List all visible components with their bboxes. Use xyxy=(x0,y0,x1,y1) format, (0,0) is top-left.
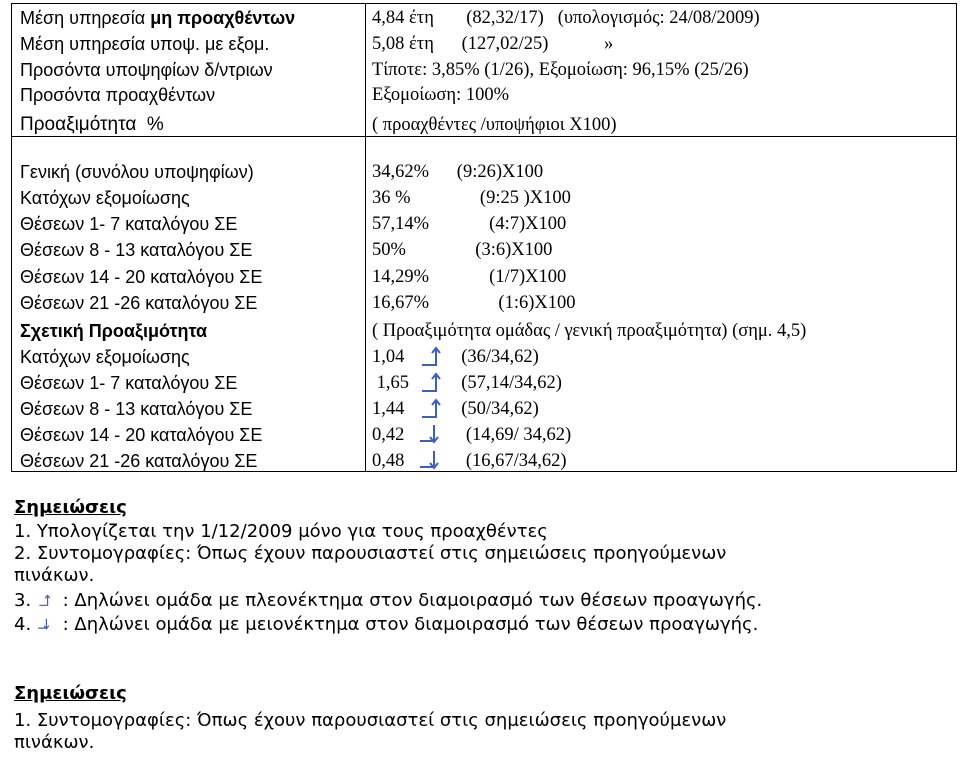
row-label-text: Προσόντα υποψηφίων δ/ντριων xyxy=(20,60,273,80)
note-item xyxy=(14,589,762,612)
note-item: 2. Συντομογραφίες: Όπως έχουν παρουσιαστεί στις σημειώσεις προηγούμενων xyxy=(14,543,727,564)
row-label: Θέσεων 21 -26 καταλόγου ΣΕ xyxy=(20,293,258,313)
row-label xyxy=(20,5,295,31)
row-label-text: Μέση υπηρεσία xyxy=(20,8,151,28)
note-text: : Δηλώνει ομάδα με μειονέκτημα στον διαμοιρασμό των θέσεων προαγωγής. xyxy=(56,614,759,635)
row-label-text: Μέση υπηρεσία υποψ. με εξομ. xyxy=(20,34,270,54)
note-item: πινάκων. xyxy=(14,732,95,753)
row-label xyxy=(20,112,164,138)
row-value xyxy=(372,396,539,422)
ratio-value: 0,48 xyxy=(372,451,405,471)
note-item: 1. Συντομογραφίες: Όπως έχουν παρουσιαστεί στις σημειώσεις προηγούμενων xyxy=(14,710,727,731)
ratio-value: 1,44 xyxy=(372,399,405,419)
ratio-calc: (50/34,62) xyxy=(452,399,539,419)
row-label-emphasis: μη προαχθέντων xyxy=(150,8,296,28)
ratio-value: 1,04 xyxy=(372,347,405,367)
note-item xyxy=(14,613,758,636)
row-label: Θέσεων 8 - 13 καταλόγου ΣΕ xyxy=(20,240,253,260)
row-label: Κατόχων εξομοίωσης xyxy=(20,347,190,367)
arrow-up-icon xyxy=(418,397,452,419)
row-label xyxy=(20,82,215,108)
column-divider xyxy=(365,4,366,471)
arrow-down-icon xyxy=(37,613,57,635)
row-value: Τίποτε: 3,85% (1/26), Εξομοίωση: 96,15% (25/26) xyxy=(372,60,749,80)
row-value xyxy=(372,448,567,474)
note-text: : Δηλώνει ομάδα με πλεονέκτημα στον διαμοιρασμό των θέσεων προαγωγής. xyxy=(56,590,763,611)
row-label: Θέσεων 1- 7 καταλόγου ΣΕ xyxy=(20,373,238,393)
notes-heading: Σημειώσεις xyxy=(14,683,127,704)
row-label xyxy=(20,57,273,83)
row-value: 57,14% (4:7)Χ100 xyxy=(372,214,567,234)
note-prefix: 3. xyxy=(14,590,37,611)
row-value: 16,67% (1:6)Χ100 xyxy=(372,293,576,313)
row-value xyxy=(372,422,571,448)
row-label: Θέσεων 8 - 13 καταλόγου ΣΕ xyxy=(20,399,253,419)
arrow-up-icon xyxy=(418,345,452,367)
statistics-table xyxy=(11,3,957,472)
row-value: 4,84 έτη (82,32/17) (υπολογισμός: 24/08/2009) xyxy=(372,8,760,28)
row-label-text: Προσόντα προαχθέντων xyxy=(20,85,216,105)
row-label: Γενική (συνόλου υποψηφίων) xyxy=(20,162,254,182)
row-label: Θέσεων 1- 7 καταλόγου ΣΕ xyxy=(20,214,238,234)
row-label: Θέσεων 21 -26 καταλόγου ΣΕ xyxy=(20,451,258,471)
ratio-calc: (36/34,62) xyxy=(452,347,539,367)
row-value: 14,29% (1/7)Χ100 xyxy=(372,267,567,287)
arrow-down-icon xyxy=(418,449,452,471)
section-heading-value: ( Προαξιμότητα ομάδας / γενική προαξιμότητα) (σημ. 4,5) xyxy=(372,321,807,341)
row-value: 50% (3:6)Χ100 xyxy=(372,240,553,260)
ratio-value: 1,65 xyxy=(372,373,409,393)
arrow-up-icon xyxy=(37,589,57,611)
ratio-calc: (16,67/34,62) xyxy=(452,451,567,471)
note-item: 1. Υπολογίζεται την 1/12/2009 μόνο για τους προαχθέντες xyxy=(14,521,548,542)
row-label xyxy=(20,31,269,57)
arrow-up-icon xyxy=(418,371,452,393)
row-value xyxy=(372,370,562,396)
note-item: πινάκων. xyxy=(14,565,95,586)
note-prefix: 4. xyxy=(14,614,37,635)
row-value xyxy=(372,344,539,370)
row-label: Θέσεων 14 - 20 καταλόγου ΣΕ xyxy=(20,425,263,445)
arrow-down-icon xyxy=(418,423,452,445)
row-value: 34,62% (9:26)Χ100 xyxy=(372,162,544,182)
section-heading: Σχετική Προαξιμότητα xyxy=(20,321,208,341)
ratio-value: 0,42 xyxy=(372,425,405,445)
row-value: ( προαχθέντες /υποψήφιοι Χ100) xyxy=(372,115,617,135)
row-label: Κατόχων εξομοίωσης xyxy=(20,188,190,208)
row-value: 5,08 έτη (127,02/25) » xyxy=(372,34,614,54)
row-label: Θέσεων 14 - 20 καταλόγου ΣΕ xyxy=(20,267,263,287)
ratio-calc: (57,14/34,62) xyxy=(452,373,562,393)
row-label-text: Προαξιμότητα % xyxy=(20,114,164,135)
notes-heading: Σημειώσεις xyxy=(14,497,127,518)
ratio-calc: (14,69/ 34,62) xyxy=(452,425,572,445)
row-value: Εξομοίωση: 100% xyxy=(372,85,510,105)
row-value: 36 % (9:25 )Χ100 xyxy=(372,188,571,208)
